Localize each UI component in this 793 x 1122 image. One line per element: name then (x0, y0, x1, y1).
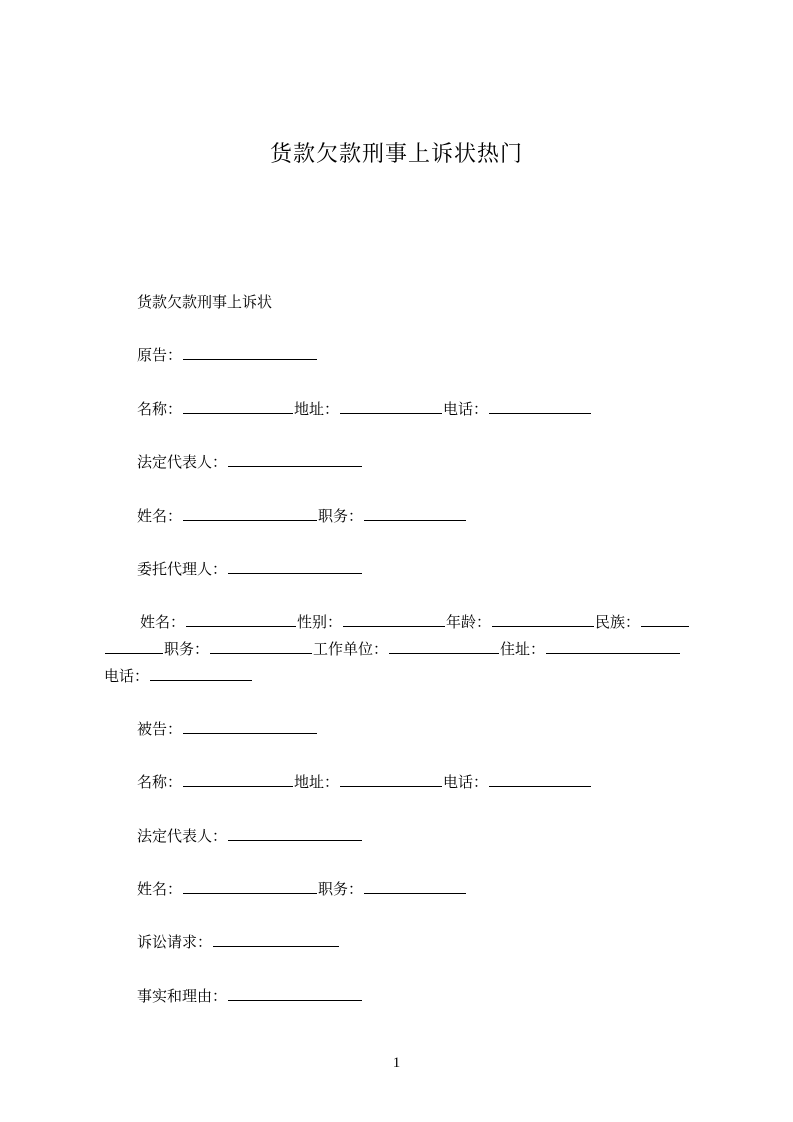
plaintiff-blank[interactable] (183, 345, 317, 360)
defendant-legal-rep-blank[interactable] (228, 826, 362, 841)
claims-label: 诉讼请求： (137, 933, 213, 951)
agent-phone-label: 电话： (104, 667, 150, 685)
plaintiff-phone-blank[interactable] (489, 399, 591, 414)
agent-ethnicity-blank-cont[interactable] (105, 639, 163, 654)
agent-name-blank[interactable] (186, 612, 296, 627)
subtitle-text: 货款欠款刑事上诉状 (137, 293, 273, 311)
defendant-person-line (137, 878, 467, 900)
plaintiff-person-line (137, 505, 467, 527)
page-number: 1 (392, 1055, 401, 1071)
defendant-org-line (137, 771, 592, 793)
agent-ethnicity-blank[interactable] (641, 612, 689, 627)
defendant-legal-rep-line (137, 825, 363, 847)
name-label: 名称： (137, 400, 183, 418)
agent-position-blank[interactable] (210, 639, 312, 654)
defendant-label: 被告： (137, 720, 183, 738)
facts-line (137, 985, 363, 1007)
agent-age-blank[interactable] (492, 612, 594, 627)
defendant-position-label: 职务： (318, 880, 364, 898)
person-name-label: 姓名： (137, 507, 183, 525)
agent-position-label: 职务： (164, 640, 210, 658)
agent-phone-blank[interactable] (150, 666, 252, 681)
agent-gender-blank[interactable] (343, 612, 445, 627)
plaintiff-legal-rep-blank[interactable] (228, 452, 362, 467)
age-label: 年龄： (446, 613, 492, 631)
position-label: 职务： (318, 507, 364, 525)
document-title: 货款欠款刑事上诉状热门 (269, 142, 523, 167)
defendant-person-name-label: 姓名： (137, 880, 183, 898)
gender-label: 性别： (297, 613, 343, 631)
defendant-legal-rep-label: 法定代表人： (137, 827, 228, 845)
defendant-position-blank[interactable] (364, 879, 466, 894)
ethnicity-label: 民族： (595, 613, 641, 631)
plaintiff-line (137, 344, 318, 366)
legal-rep-label: 法定代表人： (137, 453, 228, 471)
residence-label: 住址： (500, 640, 546, 658)
plaintiff-position-blank[interactable] (364, 506, 466, 521)
defendant-blank[interactable] (183, 719, 317, 734)
plaintiff-label: 原告： (137, 346, 183, 364)
agent-label: 委托代理人： (137, 560, 228, 578)
agent-details-line-3 (104, 665, 253, 687)
defendant-address-label: 地址： (294, 773, 340, 791)
plaintiff-address-blank[interactable] (340, 399, 442, 414)
agent-line (137, 558, 363, 580)
facts-blank[interactable] (228, 986, 362, 1001)
defendant-name-blank[interactable] (183, 772, 293, 787)
agent-residence-blank[interactable] (546, 639, 680, 654)
agent-details-line-2 (104, 638, 681, 660)
claims-line (137, 931, 340, 953)
agent-details-line-1 (140, 611, 690, 633)
address-label: 地址： (294, 400, 340, 418)
defendant-phone-label: 电话： (443, 773, 489, 791)
claims-blank[interactable] (213, 932, 339, 947)
phone-label: 电话： (443, 400, 489, 418)
plaintiff-legal-rep-line (137, 451, 363, 473)
defendant-phone-blank[interactable] (489, 772, 591, 787)
plaintiff-org-line (137, 398, 592, 420)
plaintiff-name-blank[interactable] (183, 399, 293, 414)
defendant-line (137, 718, 318, 740)
section-heading (137, 291, 272, 313)
defendant-name-label: 名称： (137, 773, 183, 791)
agent-name-label: 姓名： (140, 613, 186, 631)
facts-label: 事实和理由： (137, 987, 228, 1005)
defendant-person-name-blank[interactable] (183, 879, 317, 894)
agent-blank[interactable] (228, 559, 362, 574)
workplace-label: 工作单位： (313, 640, 389, 658)
plaintiff-person-name-blank[interactable] (183, 506, 317, 521)
agent-workplace-blank[interactable] (389, 639, 499, 654)
defendant-address-blank[interactable] (340, 772, 442, 787)
